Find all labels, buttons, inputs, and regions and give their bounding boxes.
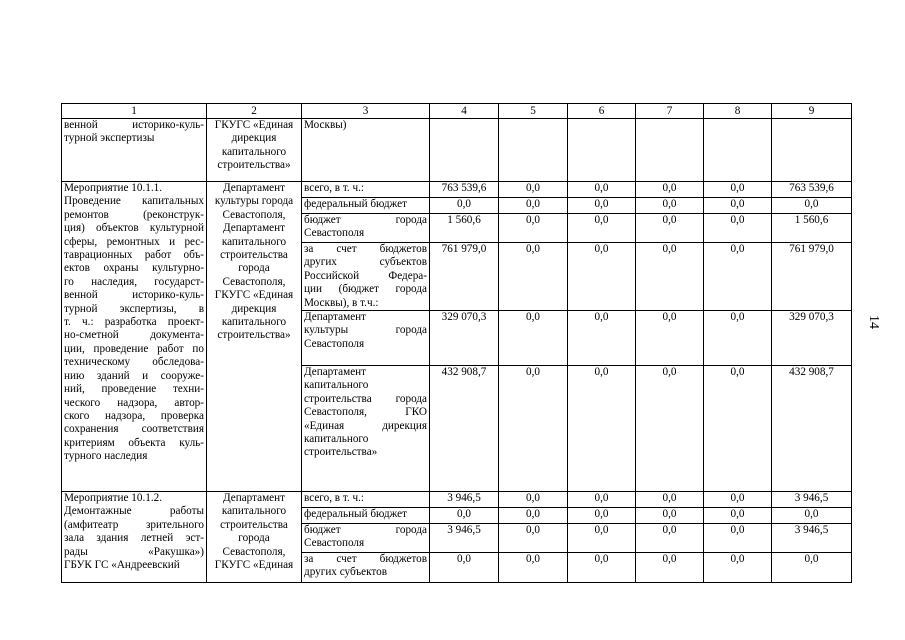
text-line: строительства — [220, 249, 288, 262]
amount-cell: 0,0 — [568, 492, 636, 508]
text-line: Севастополя, — [222, 545, 286, 558]
amount-cell: 0,0 — [636, 243, 704, 311]
amount-cell: 761 979,0 — [772, 243, 852, 311]
funding-source-cell — [302, 508, 430, 524]
text-line: турной экспертизы — [64, 132, 155, 145]
amount-cell: 0,0 — [499, 198, 568, 214]
text-line: Севастополя, ГКО — [304, 406, 427, 419]
amount-cell: 0,0 — [499, 553, 568, 583]
amount-cell: 0,0 — [499, 311, 568, 366]
empty-cell — [772, 119, 852, 182]
text-line: Севастополя — [304, 227, 365, 240]
table-row — [62, 492, 852, 508]
text-line: Севастополя, — [222, 208, 286, 221]
text-line: ческого надзора, автор- — [64, 396, 204, 409]
text-line: техническому обследова- — [64, 356, 204, 369]
col-header: 2 — [207, 104, 302, 119]
text-line: ГКУГС «Единая — [214, 289, 294, 302]
amount-cell: 0,0 — [499, 508, 568, 524]
text-line: Департамент — [222, 492, 286, 505]
amount-cell: 0,0 — [499, 214, 568, 243]
continuation-row — [62, 119, 852, 182]
amount-cell: 0,0 — [499, 182, 568, 198]
col-header: 5 — [499, 104, 568, 119]
amount-cell: 0,0 — [568, 553, 636, 583]
amount-cell: 0,0 — [704, 553, 772, 583]
table-row — [62, 182, 852, 198]
text-line: го наследия, государст- — [64, 275, 204, 288]
funding-source-cell — [302, 553, 430, 583]
text-line: Проведение капитальных — [64, 195, 204, 208]
text-line: капитального — [221, 235, 287, 248]
amount-cell: 0,0 — [568, 182, 636, 198]
funding-source-cell — [302, 311, 430, 366]
text-line: нию зданий и сооруже- — [64, 369, 204, 382]
col-header: 8 — [704, 104, 772, 119]
amount-cell: 1 560,6 — [430, 214, 499, 243]
amount-cell: 0,0 — [636, 366, 704, 492]
text-line: но-сметной документа- — [64, 329, 204, 342]
measure-name-cell — [62, 492, 207, 583]
text-line: ний, проведение техни- — [64, 383, 204, 396]
amount-cell: 0,0 — [636, 553, 704, 583]
amount-cell: 0,0 — [636, 492, 704, 508]
funding-source-cell — [302, 214, 430, 243]
text-line: федеральный бюджет — [304, 198, 407, 210]
amount-cell: 0,0 — [636, 214, 704, 243]
amount-cell: 0,0 — [430, 508, 499, 524]
text-line: Мероприятие 10.1.2. — [64, 492, 163, 505]
col-header: 1 — [62, 104, 207, 119]
col-header: 4 — [430, 104, 499, 119]
amount-cell: 0,0 — [636, 508, 704, 524]
amount-cell: 3 946,5 — [772, 524, 852, 553]
text-line: Российской Федера- — [304, 269, 427, 282]
page-number: 14 — [866, 315, 881, 329]
text-line: критериям объекта куль- — [64, 436, 204, 449]
amount-cell: 0,0 — [704, 243, 772, 311]
text-line: ции, проведение работ по — [64, 342, 204, 355]
text-line: бюджет города — [304, 524, 427, 537]
amount-cell: 0,0 — [636, 311, 704, 366]
text-line: Департамент — [222, 182, 286, 194]
col-header: 3 — [302, 104, 430, 119]
text-line: строительства» — [304, 446, 378, 459]
text-line: ция) объектов культурной — [64, 222, 204, 235]
text-line: ского надзора, проверка — [64, 409, 204, 422]
text-line: бюджет города — [304, 214, 427, 226]
text-line: других субъектов — [304, 566, 388, 579]
text-line: других субъектов — [304, 256, 427, 269]
empty-cell — [499, 119, 568, 182]
amount-cell: 329 070,3 — [772, 311, 852, 366]
amount-cell: 763 539,6 — [772, 182, 852, 198]
amount-cell: 329 070,3 — [430, 311, 499, 366]
amount-cell: 0,0 — [704, 214, 772, 243]
text-line: всего, в т. ч.: — [304, 492, 365, 505]
measure-name-cell — [62, 182, 207, 492]
amount-cell: 3 946,5 — [772, 492, 852, 508]
text-line: венной историко-куль- — [64, 289, 204, 302]
text-line: зала здания летней эст- — [64, 532, 204, 545]
amount-cell: 0,0 — [499, 524, 568, 553]
text-line: города — [238, 532, 270, 545]
text-line: строительства города — [304, 392, 427, 405]
text-line: дирекция — [231, 132, 277, 145]
amount-cell: 761 979,0 — [430, 243, 499, 311]
amount-cell: 0,0 — [704, 524, 772, 553]
executor-cell — [207, 492, 302, 583]
col-header: 6 — [568, 104, 636, 119]
funding-source-cell — [302, 366, 430, 492]
text-line: Москвы), в т.ч.: — [304, 296, 379, 309]
text-line: федеральный бюджет — [304, 508, 407, 521]
text-line: капитального — [221, 316, 287, 329]
amount-cell: 1 560,6 — [772, 214, 852, 243]
amount-cell: 3 946,5 — [430, 492, 499, 508]
amount-cell: 0,0 — [636, 198, 704, 214]
text-line: Департамент — [304, 366, 367, 379]
text-line: за счет бюджетов — [304, 243, 427, 255]
amount-cell: 0,0 — [704, 492, 772, 508]
amount-cell: 0,0 — [772, 198, 852, 214]
text-line: ремонтов (реконструк- — [64, 208, 204, 221]
funding-source-cell — [302, 243, 430, 311]
text-line: Севастополя — [304, 337, 365, 350]
amount-cell: 0,0 — [568, 198, 636, 214]
text-line: дирекция — [231, 302, 277, 315]
amount-cell: 0,0 — [568, 508, 636, 524]
source-cell: Москвы) — [302, 119, 430, 182]
text-line: ГКУГС «Единая — [214, 119, 294, 131]
col-header: 7 — [636, 104, 704, 119]
text-line: т. ч.: разработка проект- — [64, 316, 204, 329]
amount-cell: 0,0 — [499, 243, 568, 311]
amount-cell: 0,0 — [568, 366, 636, 492]
executor-cell — [207, 119, 302, 182]
text-line: турного наследия — [64, 450, 148, 463]
text-line: капитального — [304, 433, 369, 446]
amount-cell: 763 539,6 — [430, 182, 499, 198]
text-line: (амфитеатр зрительного — [64, 518, 204, 531]
amount-cell: 0,0 — [636, 182, 704, 198]
amount-cell: 0,0 — [772, 508, 852, 524]
text-line: Департамент — [304, 311, 367, 324]
executor-cell — [207, 182, 302, 492]
amount-cell: 432 908,7 — [772, 366, 852, 492]
text-line: строительства» — [217, 159, 291, 172]
text-line: ГКУГС «Единая — [214, 559, 294, 572]
amount-cell: 0,0 — [568, 243, 636, 311]
text-line: города — [238, 262, 270, 275]
text-line: ции (бюджет города — [304, 283, 427, 296]
text-line: всего, в т. ч.: — [304, 182, 365, 194]
funding-source-cell — [302, 524, 430, 553]
text-line: Мероприятие 10.1.1. — [64, 182, 163, 194]
text-line: культуры города — [304, 324, 427, 337]
col-header: 9 — [772, 104, 852, 119]
text-line: таврационных работ объ- — [64, 249, 204, 262]
text-line: венной историко-куль- — [64, 119, 204, 131]
amount-cell: 0,0 — [704, 311, 772, 366]
amount-cell: 0,0 — [430, 198, 499, 214]
text-line: за счет бюджетов — [304, 553, 427, 566]
text-line: Демонтажные работы — [64, 505, 204, 518]
funding-source-cell — [302, 198, 430, 214]
amount-cell: 0,0 — [704, 198, 772, 214]
text-line: ектов охраны культурно- — [64, 262, 204, 275]
budget-table — [61, 103, 852, 583]
amount-cell: 0,0 — [568, 524, 636, 553]
empty-cell — [704, 119, 772, 182]
measure-name-cell — [62, 119, 207, 182]
amount-cell: 0,0 — [772, 553, 852, 583]
text-line: сферы, ремонтных и рес- — [64, 235, 204, 248]
empty-cell — [430, 119, 499, 182]
amount-cell: 0,0 — [704, 366, 772, 492]
amount-cell: 0,0 — [499, 366, 568, 492]
amount-cell: 0,0 — [704, 182, 772, 198]
amount-cell: 0,0 — [568, 311, 636, 366]
amount-cell: 0,0 — [499, 492, 568, 508]
text-line: строительства — [220, 518, 288, 531]
text-line: Департамент — [222, 222, 286, 235]
text-line: культуры города — [214, 195, 294, 208]
header-row — [62, 104, 852, 119]
amount-cell: 0,0 — [636, 524, 704, 553]
text-line: Севастополя, — [222, 275, 286, 288]
text-line: «Единая дирекция — [304, 419, 427, 432]
text-line: сохранения соответствия — [64, 423, 204, 436]
text-line: капитального — [304, 379, 369, 392]
amount-cell: 3 946,5 — [430, 524, 499, 553]
empty-cell — [636, 119, 704, 182]
empty-cell — [568, 119, 636, 182]
amount-cell: 0,0 — [704, 508, 772, 524]
text-line: рады «Ракушка») — [64, 545, 204, 558]
amount-cell: 432 908,7 — [430, 366, 499, 492]
funding-source-cell — [302, 492, 430, 508]
text-line: капитального — [221, 505, 287, 518]
funding-source-cell — [302, 182, 430, 198]
amount-cell: 0,0 — [568, 214, 636, 243]
text-line: строительства» — [217, 329, 291, 342]
text-line: ГБУК ГС «Андреевский — [64, 559, 180, 572]
text-line: капитального — [221, 145, 287, 158]
text-line: Севастополя — [304, 537, 365, 550]
amount-cell: 0,0 — [430, 553, 499, 583]
text-line: турной экспертизы, в — [64, 302, 204, 315]
